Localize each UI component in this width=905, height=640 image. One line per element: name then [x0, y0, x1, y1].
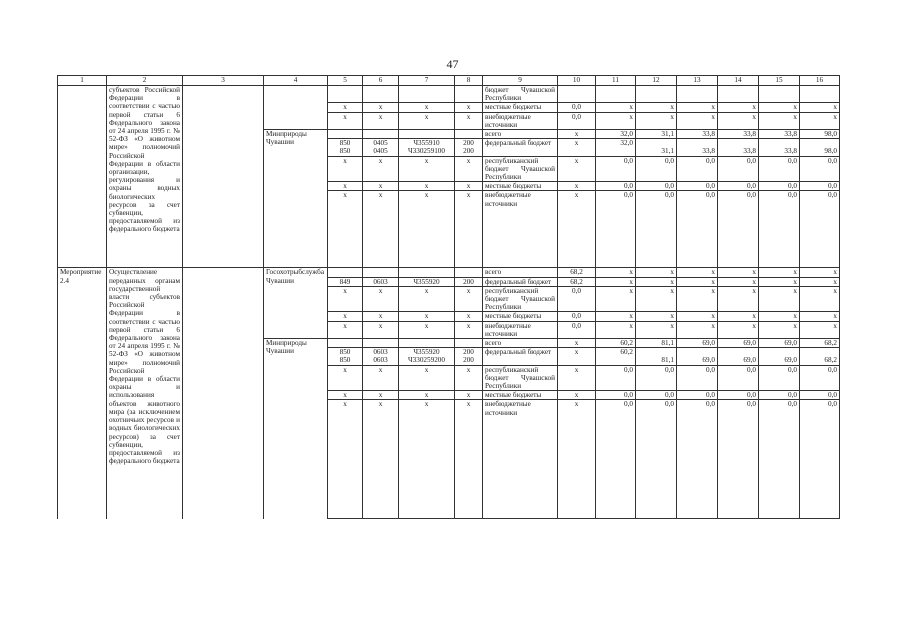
table-cell: x [558, 156, 596, 182]
table-cell [399, 268, 455, 277]
table-cell: 1 [58, 76, 107, 86]
table-cell: x [800, 103, 840, 112]
table-cell: 69,0 [718, 348, 759, 365]
table-cell: 0,0 [596, 182, 636, 191]
table-cell: 200 200 [455, 348, 483, 365]
table-cell: x [399, 103, 455, 112]
table-cell: местные бюджеты [483, 103, 558, 112]
table-cell: 0,0 [596, 391, 636, 400]
table-cell: x [455, 182, 483, 191]
table-cell [264, 86, 328, 130]
table-cell: x [328, 365, 363, 391]
table-cell: 31,1 [636, 139, 677, 156]
table-cell: 0,0 [677, 400, 718, 519]
table-cell: 0,0 [800, 191, 840, 268]
table-cell [58, 86, 107, 268]
table-cell: x [636, 286, 677, 312]
table-cell [363, 86, 399, 103]
table-cell: 0,0 [759, 365, 800, 391]
table-cell: 0,0 [596, 400, 636, 519]
table-cell: 0603 [363, 277, 399, 286]
table-cell: x [558, 348, 596, 365]
table-cell: 849 [328, 277, 363, 286]
table-cell [363, 268, 399, 277]
table-cell: 0,0 [558, 286, 596, 312]
table-cell: x [636, 112, 677, 129]
table-cell: 13 [677, 76, 718, 86]
table-cell: 0,0 [677, 182, 718, 191]
table-cell: x [636, 268, 677, 277]
page-number: 47 [446, 57, 459, 71]
table-cell: 0,0 [718, 191, 759, 268]
table-cell: 0,0 [558, 112, 596, 129]
table-cell: 32,0 [596, 130, 636, 139]
table-cell: республиканский бюджет Чувашской Республики [483, 286, 558, 312]
table-cell: x [596, 103, 636, 112]
table-cell: 200 [455, 277, 483, 286]
table-cell: 33,8 [759, 139, 800, 156]
table-cell: 33,8 [759, 130, 800, 139]
table-cell: федеральный бюджет [483, 348, 558, 365]
table-cell: внебюджетные источники [483, 321, 558, 338]
table-cell: x [363, 400, 399, 519]
table-cell [455, 130, 483, 139]
table-cell: x [596, 286, 636, 312]
table-cell: 14 [718, 76, 759, 86]
table-cell: x [328, 156, 363, 182]
table-cell: x [759, 112, 800, 129]
table-cell: x [800, 112, 840, 129]
table-cell: 8 [455, 76, 483, 86]
table-cell: 9 [483, 76, 558, 86]
table-cell: x [558, 139, 596, 156]
table-cell: 98,0 [800, 130, 840, 139]
table-cell: Минприроды Чувашии [264, 130, 328, 268]
table-cell: Мероприятие 2.4 [58, 268, 107, 519]
table-cell: x [399, 391, 455, 400]
table-cell: x [800, 286, 840, 312]
table-cell [399, 130, 455, 139]
table-cell [328, 268, 363, 277]
table-cell: 68,2 [800, 348, 840, 365]
table-cell: республиканский бюджет Чувашской Республики [483, 365, 558, 391]
table-cell [363, 339, 399, 348]
table-cell: всего [483, 130, 558, 139]
table-cell: x [636, 277, 677, 286]
table-cell [636, 86, 677, 103]
table-cell: x [328, 286, 363, 312]
table-cell: x [558, 130, 596, 139]
table-cell: 0,0 [800, 182, 840, 191]
table-cell: 15 [759, 76, 800, 86]
table-cell: всего [483, 339, 558, 348]
table-cell: 0,0 [596, 156, 636, 182]
table-cell: x [718, 277, 759, 286]
table-cell: 33,8 [677, 130, 718, 139]
table-cell: 10 [558, 76, 596, 86]
table-cell: x [718, 112, 759, 129]
table-cell: местные бюджеты [483, 312, 558, 321]
table-cell: x [718, 103, 759, 112]
table-cell: x [328, 191, 363, 268]
table-cell: 850 850 [328, 348, 363, 365]
table-cell: 200 200 [455, 139, 483, 156]
table-cell [718, 86, 759, 103]
table-cell: x [455, 191, 483, 268]
table-cell: 0603 0603 [363, 348, 399, 365]
table-cell: x [596, 277, 636, 286]
table-cell: x [636, 103, 677, 112]
table-cell: 0,0 [759, 156, 800, 182]
table-cell: x [455, 312, 483, 321]
table-cell: 0,0 [677, 365, 718, 391]
table-cell: внебюджетные источники [483, 112, 558, 129]
table-cell: x [677, 112, 718, 129]
table-cell: 0,0 [718, 156, 759, 182]
table-cell: субъектов Российской Федерации в соответствии с частью первой статьи 6 Федерального закона от 24 апреля 1995 г. № 52-ФЗ «О животном мире» полномочий Российской Федерации в области организации, регулирования и охраны водных биологических ресурсов за счет субвенции, предоставляемой из федерального бюджета [107, 86, 183, 268]
table-cell: местные бюджеты [483, 391, 558, 400]
table-cell: 5 [328, 76, 363, 86]
table-cell: x [558, 391, 596, 400]
table-cell: x [455, 391, 483, 400]
table-cell: x [399, 191, 455, 268]
table-cell: x [677, 312, 718, 321]
table-cell [455, 268, 483, 277]
table-cell: x [759, 268, 800, 277]
table-cell: x [328, 103, 363, 112]
table-cell: 69,0 [759, 339, 800, 348]
table-cell [363, 130, 399, 139]
table-cell: 3 [183, 76, 264, 86]
table-cell: 81,1 [636, 339, 677, 348]
table-cell: 33,8 [718, 130, 759, 139]
table-cell: x [800, 321, 840, 338]
table-cell [759, 86, 800, 103]
table-cell: 69,0 [759, 348, 800, 365]
table-cell: x [636, 321, 677, 338]
table-cell: 0,0 [800, 365, 840, 391]
table-cell: 69,0 [677, 339, 718, 348]
table-cell [455, 339, 483, 348]
table-cell: x [455, 400, 483, 519]
table-cell: 0405 0405 [363, 139, 399, 156]
table-cell: x [636, 312, 677, 321]
table-cell: 31,1 [636, 130, 677, 139]
table-cell: x [399, 286, 455, 312]
table-row [58, 268, 840, 277]
table-cell [596, 86, 636, 103]
table-cell: 68,2 [558, 268, 596, 277]
table-cell: x [596, 321, 636, 338]
table-cell: x [800, 312, 840, 321]
table-cell: 0,0 [759, 182, 800, 191]
table-cell: 16 [800, 76, 840, 86]
table-cell: внебюджетные источники [483, 400, 558, 519]
table-cell: x [363, 391, 399, 400]
table-cell: x [677, 286, 718, 312]
table-cell: x [677, 321, 718, 338]
table-cell: 0,0 [759, 400, 800, 519]
table-cell: федеральный бюджет [483, 277, 558, 286]
table-cell: 4 [264, 76, 328, 86]
table-cell: x [363, 112, 399, 129]
table-cell: 0,0 [636, 191, 677, 268]
table-cell: 0,0 [558, 103, 596, 112]
table-cell [399, 339, 455, 348]
table-cell: 0,0 [636, 365, 677, 391]
table-cell: x [328, 112, 363, 129]
table-cell [399, 86, 455, 103]
table-cell: x [558, 182, 596, 191]
table-cell: 850 850 [328, 139, 363, 156]
table-cell: 69,0 [718, 339, 759, 348]
table-cell [183, 268, 264, 519]
table-cell: 0,0 [636, 182, 677, 191]
table-cell: Ч355920 Ч330259200 [399, 348, 455, 365]
table-cell: 33,8 [718, 139, 759, 156]
table-cell: 0,0 [759, 191, 800, 268]
table-cell: всего [483, 268, 558, 277]
table-cell: x [363, 321, 399, 338]
table-cell: x [399, 182, 455, 191]
table-cell: x [759, 277, 800, 286]
table-cell: x [399, 365, 455, 391]
table-cell: 7 [399, 76, 455, 86]
table-body [58, 76, 840, 519]
table-cell: 0,0 [800, 156, 840, 182]
table-cell: x [759, 321, 800, 338]
table-cell: x [363, 312, 399, 321]
table-cell: Осуществление переданных органам государственной власти субъектов Российской Федерации в соответствии с частью первой статьи 6 Федерального закона от 24 апреля 1995 г. № 52-ФЗ «О животном мире» полномочий Российской Федерации в области охраны и использования объектов животного мира (за исключением охотничьих ресурсов и водных биологических ресурсов) за счет субвенции, предоставляемой из федерального бюджета [107, 268, 183, 519]
table-cell [455, 86, 483, 103]
table-cell: x [455, 103, 483, 112]
table-cell: 12 [636, 76, 677, 86]
table-cell: x [677, 277, 718, 286]
table-cell: x [455, 156, 483, 182]
table-cell: Минприроды Чувашии [264, 339, 328, 519]
table-cell: x [363, 191, 399, 268]
table-cell [328, 339, 363, 348]
table-cell: 0,0 [718, 182, 759, 191]
budget-table [57, 75, 840, 519]
table-cell: 68,2 [558, 277, 596, 286]
table-cell: x [328, 391, 363, 400]
table-cell: Госохотрыбслужба Чувашии [264, 268, 328, 339]
table-cell: x [328, 312, 363, 321]
table-cell: x [399, 400, 455, 519]
table-cell: x [677, 268, 718, 277]
table-cell: бюджет Чувашской Республики [483, 86, 558, 103]
table-cell: 6 [363, 76, 399, 86]
table-cell: x [759, 103, 800, 112]
table-cell: x [759, 286, 800, 312]
table-cell: 0,0 [558, 312, 596, 321]
table-cell: местные бюджеты [483, 182, 558, 191]
table-cell: x [718, 321, 759, 338]
table-cell: 98,0 [800, 139, 840, 156]
table-cell: Ч355920 [399, 277, 455, 286]
table-cell [800, 86, 840, 103]
table-cell: x [596, 112, 636, 129]
table-cell: 0,0 [759, 391, 800, 400]
table-cell: x [328, 182, 363, 191]
table-cell: 0,0 [636, 400, 677, 519]
table-cell: x [363, 182, 399, 191]
table-cell: x [718, 268, 759, 277]
table-cell: x [363, 103, 399, 112]
table-cell: x [596, 312, 636, 321]
table-cell: x [399, 312, 455, 321]
table-cell: 11 [596, 76, 636, 86]
table-cell: 2 [107, 76, 183, 86]
table-cell: x [399, 112, 455, 129]
table-row [58, 86, 840, 103]
table-cell: 68,2 [800, 339, 840, 348]
table-cell: x [328, 321, 363, 338]
table-cell: x [718, 286, 759, 312]
table-cell: федеральный бюджет [483, 139, 558, 156]
table-cell: 0,0 [677, 156, 718, 182]
table-cell: 60,2 [596, 339, 636, 348]
table-cell: 33,8 [677, 139, 718, 156]
table-cell [677, 86, 718, 103]
table-cell: 0,0 [800, 400, 840, 519]
table-cell: 32,0 [596, 139, 636, 156]
table-cell: x [800, 268, 840, 277]
table-cell: 0,0 [636, 156, 677, 182]
table-cell [328, 130, 363, 139]
table-cell: 0,0 [636, 391, 677, 400]
table-cell: Ч355910 Ч330259100 [399, 139, 455, 156]
table-cell: x [558, 365, 596, 391]
table-cell: x [718, 312, 759, 321]
table-cell: 0,0 [718, 391, 759, 400]
table-cell: 69,0 [677, 348, 718, 365]
table-cell: x [328, 400, 363, 519]
table-cell: 0,0 [800, 391, 840, 400]
table-cell: x [455, 112, 483, 129]
table-cell: x [399, 321, 455, 338]
table-cell: 0,0 [558, 321, 596, 338]
table-cell: x [363, 156, 399, 182]
table-cell: x [455, 365, 483, 391]
table-cell: x [677, 103, 718, 112]
table-cell: республиканский бюджет Чувашской Республики [483, 156, 558, 182]
table-cell [558, 86, 596, 103]
table-cell: x [759, 312, 800, 321]
header-row [58, 76, 840, 86]
table-cell: внебюджетные источники [483, 191, 558, 268]
table-cell: x [455, 321, 483, 338]
table-cell: x [800, 277, 840, 286]
table-cell: 0,0 [718, 365, 759, 391]
table-cell: x [363, 286, 399, 312]
table-cell: x [558, 191, 596, 268]
table-cell: 0,0 [718, 400, 759, 519]
table-cell [328, 86, 363, 103]
table-cell: x [558, 400, 596, 519]
table-cell: x [399, 156, 455, 182]
table-cell: 81,1 [636, 348, 677, 365]
table-cell: x [558, 339, 596, 348]
table-cell: x [363, 365, 399, 391]
table-cell: 0,0 [596, 365, 636, 391]
table-cell: 60,2 [596, 348, 636, 365]
table-cell: x [455, 286, 483, 312]
table-cell: 0,0 [677, 391, 718, 400]
table-cell [183, 86, 264, 268]
table-cell: x [596, 268, 636, 277]
table-cell: 0,0 [677, 191, 718, 268]
table-cell: 0,0 [596, 191, 636, 268]
